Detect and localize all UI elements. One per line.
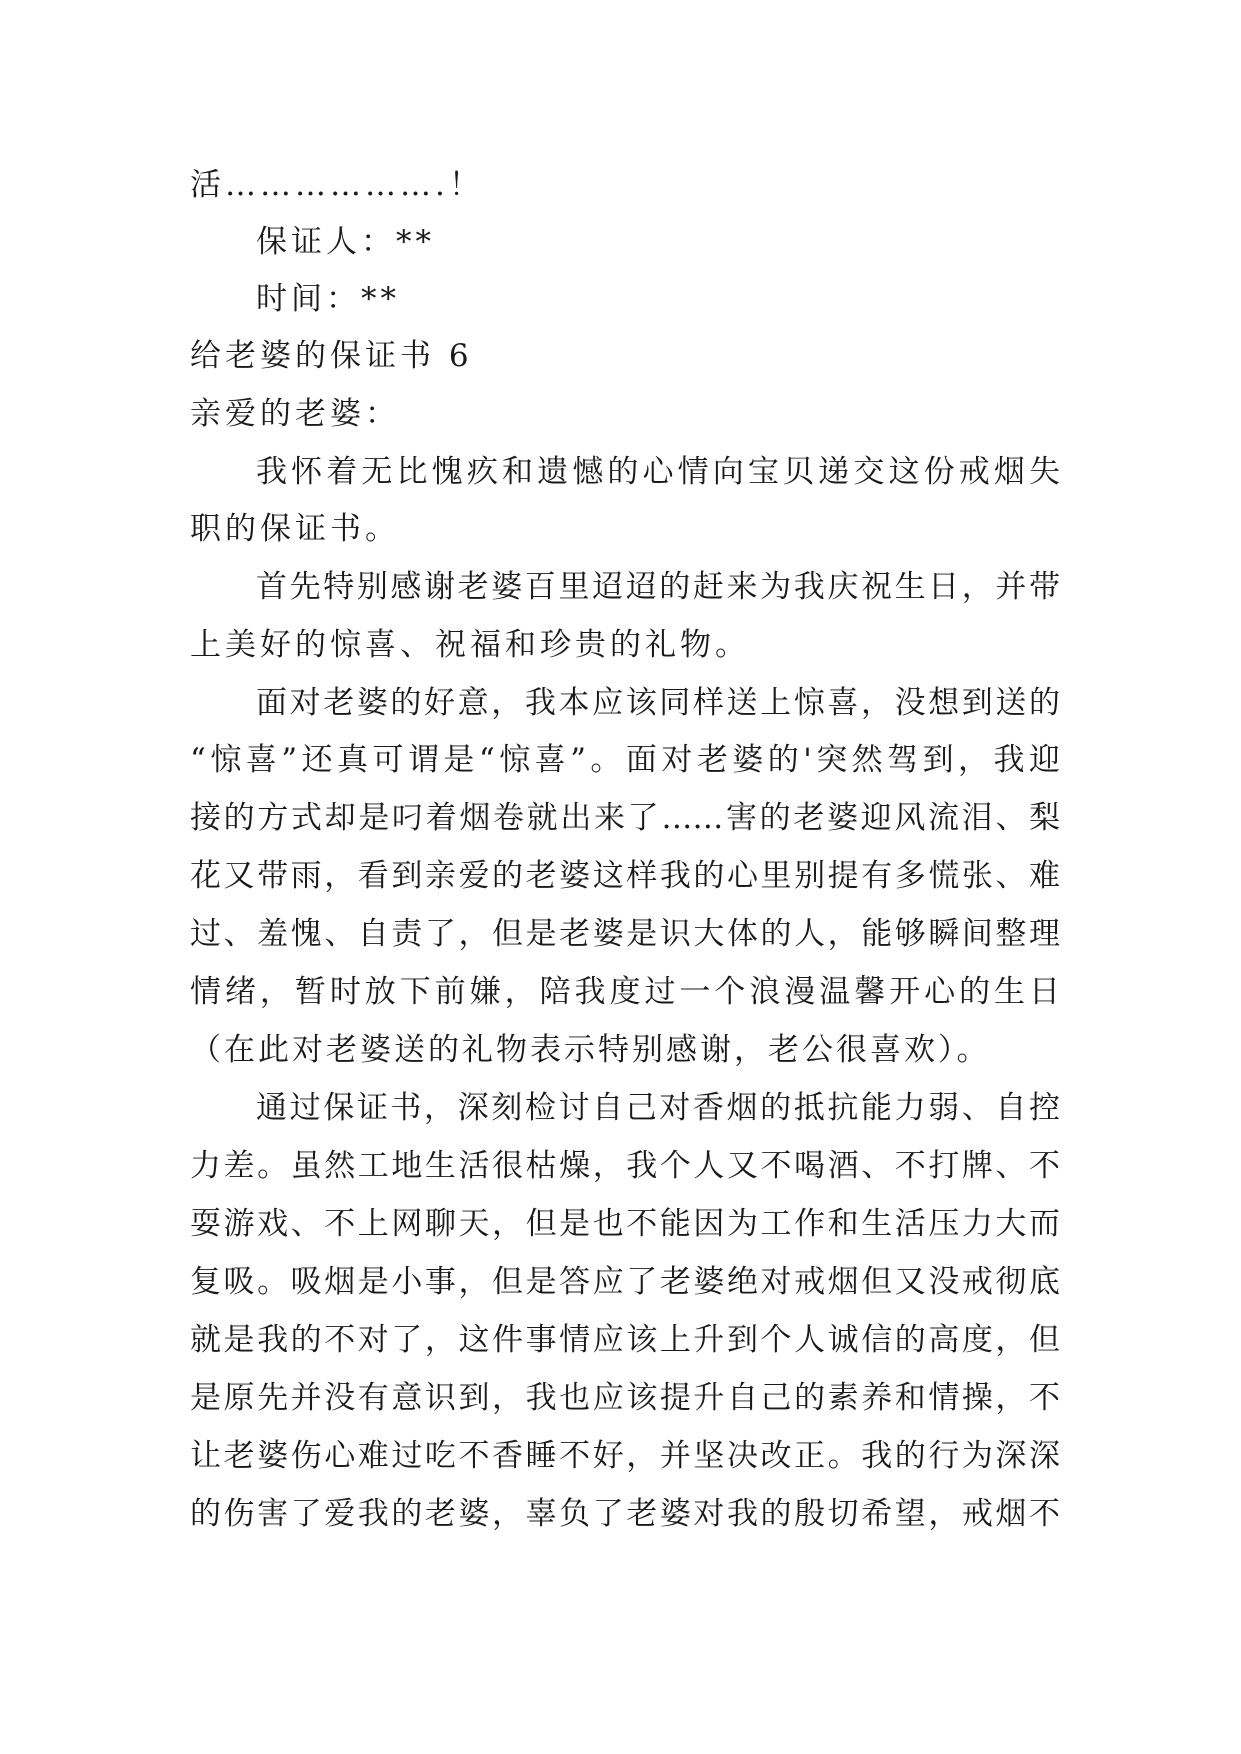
paragraph-line: 职的保证书。 <box>190 511 400 547</box>
paragraph-line: （在此对老婆送的礼物表示特别感谢，老公很喜欢）。 <box>190 1032 991 1068</box>
paragraph-line: 接的方式却是叼着烟卷就出来了……害的老婆迎风流泪、梨 <box>190 800 1060 836</box>
paragraph-line: 力差。虽然工地生活很枯燥，我个人又不喝酒、不打牌、不 <box>190 1148 1060 1184</box>
paragraph-line: 我怀着无比愧疚和遗憾的心情向宝贝递交这份戒烟失 <box>256 454 1060 490</box>
paragraph-line: 让老婆伤心难过吃不香睡不好，并坚决改正。我的行为深深 <box>190 1438 1060 1474</box>
section-title: 给老婆的保证书 6 <box>190 338 473 374</box>
paragraph-line: 情绪，暂时放下前嫌，陪我度过一个浪漫温馨开心的生日 <box>190 974 1060 1010</box>
paragraph-line: 过、羞愧、自责了，但是老婆是识大体的人，能够瞬间整理 <box>190 916 1060 952</box>
salutation: 亲爱的老婆： <box>190 396 400 432</box>
paragraph-line: 上美好的惊喜、祝福和珍贵的礼物。 <box>190 627 750 663</box>
paragraph-line: “惊喜”还真可谓是“惊喜”。面对老婆的'突然驾到，我迎 <box>190 742 1060 778</box>
paragraph-line: 的伤害了爱我的老婆，辜负了老婆对我的殷切希望，戒烟不 <box>190 1496 1060 1532</box>
paragraph-line: 是原先并没有意识到，我也应该提升自己的素养和情操，不 <box>190 1380 1060 1416</box>
paragraph-line: 耍游戏、不上网聊天，但是也不能因为工作和生活压力大而 <box>190 1206 1060 1242</box>
paragraph-line: 面对老婆的好意，我本应该同样送上惊喜，没想到送的 <box>256 685 1060 721</box>
guarantor-line: 保证人：** <box>256 224 435 260</box>
paragraph-line: 复吸。吸烟是小事，但是答应了老婆绝对戒烟但又没戒彻底 <box>190 1264 1060 1300</box>
paragraph-line: 就是我的不对了，这件事情应该上升到个人诚信的高度，但 <box>190 1322 1060 1358</box>
paragraph-line: 花又带雨，看到亲爱的老婆这样我的心里别提有多慌张、难 <box>190 858 1060 894</box>
paragraph-line: 通过保证书，深刻检讨自己对香烟的抵抗能力弱、自控 <box>256 1090 1060 1126</box>
date-line: 时间：** <box>256 281 400 317</box>
text-line: 活……………….！ <box>190 167 484 203</box>
paragraph-line: 首先特别感谢老婆百里迢迢的赶来为我庆祝生日，并带 <box>256 569 1060 605</box>
